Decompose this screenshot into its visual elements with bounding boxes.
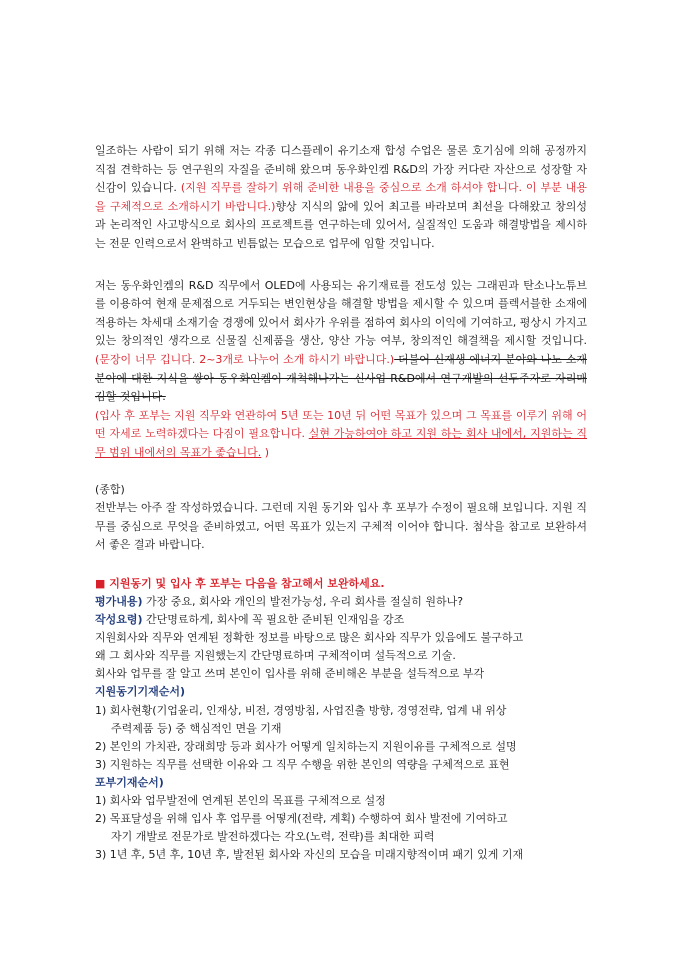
motive-heading: 지원동기기재순서) xyxy=(95,685,186,699)
paragraph-text: 일조하는 사람이 되기 위해 저는 각종 디스플레이 유기소재 합성 수업은 물론 호기심에 의해 공정까지 직접 견학하는 등 연구원의 자질을 준비해 왔으며 동우화인켐 R&D의 가장 커다란 자산으로 성장할 자신감이 있습니다. xyxy=(95,144,587,195)
guide-line: 회사와 업무를 잘 알고 쓰며 본인이 입사를 위해 준비해온 부분을 설득적으로 부각 xyxy=(95,667,485,681)
paragraph-motivation xyxy=(95,142,587,254)
plan-item-cont: 자기 개발로 전문가로 발전하겠다는 각오(노력, 전략)를 최대한 피력 xyxy=(111,830,435,844)
motive-item: 2) 본인의 가치관, 장래희망 등과 회사가 어떻게 일치하는지 지원이유를 구체적으로 설명 xyxy=(95,739,517,753)
comment-underlined: 실현 가능하여야 하고 지원 하는 회사 내에서, 지원하는 직무 범위 내에서의 목표가 좋습니다. xyxy=(95,427,587,459)
reviewer-comment xyxy=(95,409,587,459)
reviewer-comment: (문장이 너무 깁니다. 2~3개로 나누어 소개 하시기 바랍니다.) xyxy=(95,352,395,366)
plan-item: 1) 회사와 업무발전에 연계된 본인의 목표를 구체적으로 설정 xyxy=(95,794,386,807)
paragraph-aspiration xyxy=(95,277,587,463)
eval-text: 가장 중요, 회사와 개인의 발전가능성, 우리 회사를 절실히 원하나? xyxy=(142,594,464,608)
guide-line: 지원회사와 직무와 연계된 정확한 정보를 바탕으로 많은 회사와 직무가 있음에도 불구하고 xyxy=(95,631,524,645)
paragraph-text: 향상 지식의 앎에 있어 최고를 바라보며 최선을 다해왔고 창의성과 논리적인 사고방식으로 회사의 프로젝트를 연구하는데 있어서, 실질적인 도움과 해결방법을 제시하는 전문 인력으로서 완벽하고 빈틈없는 모습으로 업무에 임할 것입니다. xyxy=(95,199,587,250)
summary-text: 전반부는 아주 잘 작성하였습니다. 그런데 지원 동기와 입사 후 포부가 수정이 필요해 보입니다. 지원 직무를 중심으로 무엇을 준비하였고, 어떤 목표가 있는지 구체적 이어야 합니다. 첨삭을 참고로 보완하셔서 좋은 결과 바랍니다. xyxy=(95,501,587,552)
tip-text: 간단명료하게, 회사에 꼭 필요한 준비된 인재임을 강조 xyxy=(142,613,405,627)
reviewer-comment: (지원 직무를 잘하기 위해 준비한 내용을 중심으로 소개 하셔야 합니다. 이 부분 내용을 구체적으로 소개하시기 바랍니다.) xyxy=(95,181,588,213)
plan-item: 2) 목표달성을 위해 입사 후 업무를 어떻게(전략, 계획) 수행하여 회사 발전에 기여하고 xyxy=(95,812,508,826)
plan-heading: 포부기재순서) xyxy=(95,775,164,789)
guide-line: 왜 그 회사와 직무를 지원했는지 간단명료하며 구체적이며 설득적으로 기술. xyxy=(95,649,456,663)
document-page xyxy=(95,142,587,864)
eval-label: 평가내용) xyxy=(95,594,143,608)
motive-item: 3) 지원하는 직무를 선택한 이유와 그 직무 수행을 위한 본인의 역량을 구체적으로 표현 xyxy=(95,757,510,771)
tip-line xyxy=(95,611,587,629)
plan-item: 3) 1년 후, 5년 후, 10년 후, 발전된 회사와 자신의 모습을 미래지향적이며 패기 있게 기재 xyxy=(95,848,524,862)
tip-label: 작성요령) xyxy=(95,613,143,627)
guide-title: ■ 지원동기 및 입사 후 포부는 다음을 참고해서 보완하세요. xyxy=(95,576,385,590)
motive-item-cont: 주력제품 등) 중 핵심적인 면을 기재 xyxy=(111,721,282,735)
comment-close: ) xyxy=(261,445,270,459)
struck-text: 더불어 신재생 에너지 분야와 나노 소재분야에 대한 지식을 쌓아 동우화인켐이 개척해나가는 신사업 R&D에서 연구개발의 선두주자로 자리매김할 것입니다. xyxy=(95,352,587,404)
motive-item: 1) 회사현황(기업윤리, 인재상, 비전, 경영방침, 사업진출 방향, 경영전략, 업계 내 위상 xyxy=(95,703,507,717)
paragraph-text: 저는 동우화인켐의 R&D 직무에서 OLED에 사용되는 유기재료를 전도성 있는 그래핀과 탄소나노튜브를 이용하여 현재 문제점으로 거두되는 변인현상을 해결할 방법을 제시할 수 있으며 플렉서블한 소재에 적용하는 차세대 소재기술 경쟁에 있어서 회사가 우위를 점하여 회사의 이익에 기여하고, 평상시 가지고 있는 창의적인 생각으로 신물질 신제품을 생산, 양산 가능 여부, 창의적인 해결책을 제시할 것입니다. xyxy=(95,278,587,348)
comment-text: (입사 후 포부는 지원 직무와 연관하여 5년 또는 10년 뒤 어떤 목표가 있으며 그 목표를 이루기 위해 어떤 자세로 노력하겠다는 다짐이 필요합니다. xyxy=(95,408,587,441)
eval-line xyxy=(95,593,587,611)
summary-heading: (종합) xyxy=(95,482,125,496)
guide-section xyxy=(95,575,587,865)
